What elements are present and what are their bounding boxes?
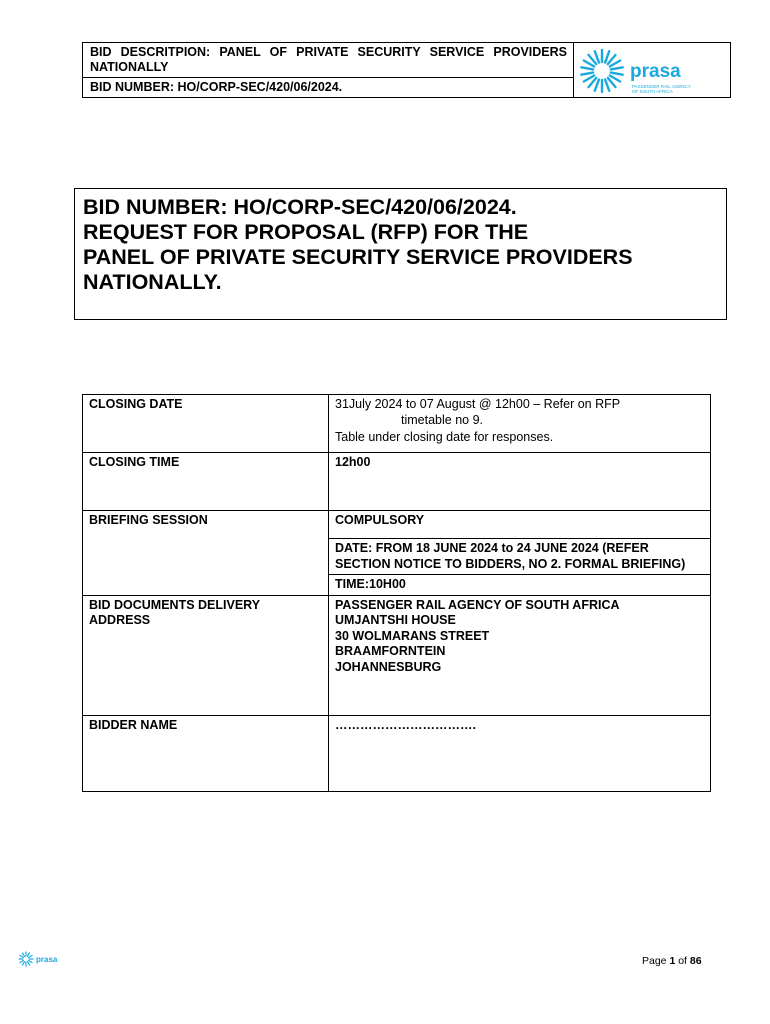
svg-text:prasa: prasa (36, 955, 58, 964)
page-total: 86 (689, 955, 702, 967)
title-panel-line: PANEL OF PRIVATE SECURITY SERVICE PROVIDERS (83, 245, 633, 269)
delivery-line-4: BRAAMFORNTEIN (335, 644, 446, 658)
table-row-delivery-address (83, 595, 711, 715)
delivery-address-label: BID DOCUMENTS DELIVERY ADDRESS (83, 595, 329, 715)
delivery-line-5: JOHANNESBURG (335, 659, 442, 674)
briefing-session-label: BRIEFING SESSION (83, 511, 329, 596)
prasa-logo (574, 43, 730, 97)
table-row-closing-date (83, 395, 711, 453)
closing-date-line1: 31July 2024 to 07 August @ 12h00 – Refer on RFP (335, 397, 621, 411)
title-box (74, 188, 727, 320)
footer-prasa-logo (18, 950, 60, 970)
prasa-logo-icon (574, 43, 730, 97)
closing-date-line2: timetable no 9. (401, 412, 483, 427)
bid-info-table (82, 394, 711, 792)
delivery-line-2: UMJANTSHI HOUSE (335, 613, 456, 627)
title-bid-number: BID NUMBER: HO/CORP-SEC/420/06/2024. (83, 195, 517, 219)
table-row-bidder-name (83, 715, 711, 791)
closing-time-value: 12h00 (329, 453, 711, 511)
closing-date-value (329, 395, 711, 453)
page-of: of (675, 955, 690, 967)
bidder-name-field[interactable]: ……………………………. (329, 715, 711, 791)
title-nationally-line: NATIONALLY. (83, 270, 222, 294)
closing-time-label: CLOSING TIME (83, 453, 329, 511)
page-prefix: Page (642, 955, 670, 967)
briefing-date: DATE: FROM 18 JUNE 2024 to 24 JUNE 2024 (REFER SECTION NOTICE TO BIDDERS, NO 2. FORMAL BRIEFING) (329, 539, 711, 575)
delivery-address-value (329, 595, 711, 715)
closing-date-label: CLOSING DATE (83, 395, 329, 453)
closing-date-line3: Table under closing date for responses. (335, 430, 554, 444)
svg-text:prasa: prasa (630, 61, 681, 82)
header-text-cell (83, 43, 574, 97)
bidder-name-label: BIDDER NAME (83, 715, 329, 791)
svg-text:OF SOUTH AFRICA: OF SOUTH AFRICA (632, 89, 673, 94)
document-header (82, 42, 731, 98)
svg-text:PASSENGER RAIL AGENCY: PASSENGER RAIL AGENCY (632, 84, 691, 89)
delivery-line-1: PASSENGER RAIL AGENCY OF SOUTH AFRICA (335, 597, 620, 612)
page-number (642, 955, 702, 967)
header-bid-description: BID DESCRITPION: PANEL OF PRIVATE SECURITY SERVICE PROVIDERS NATIONALLY (83, 43, 573, 78)
table-row-briefing (83, 511, 711, 539)
table-row-closing-time (83, 453, 711, 511)
title-rfp-line: REQUEST FOR PROPOSAL (RFP) FOR THE (83, 220, 529, 244)
delivery-line-3: 30 WOLMARANS STREET (335, 628, 490, 643)
briefing-time: TIME:10H00 (329, 575, 711, 596)
page-current: 1 (669, 955, 676, 967)
header-bid-number: BID NUMBER: HO/CORP-SEC/420/06/2024. (90, 80, 343, 94)
footer-logo-icon (18, 950, 60, 970)
briefing-type: COMPULSORY (329, 511, 711, 539)
